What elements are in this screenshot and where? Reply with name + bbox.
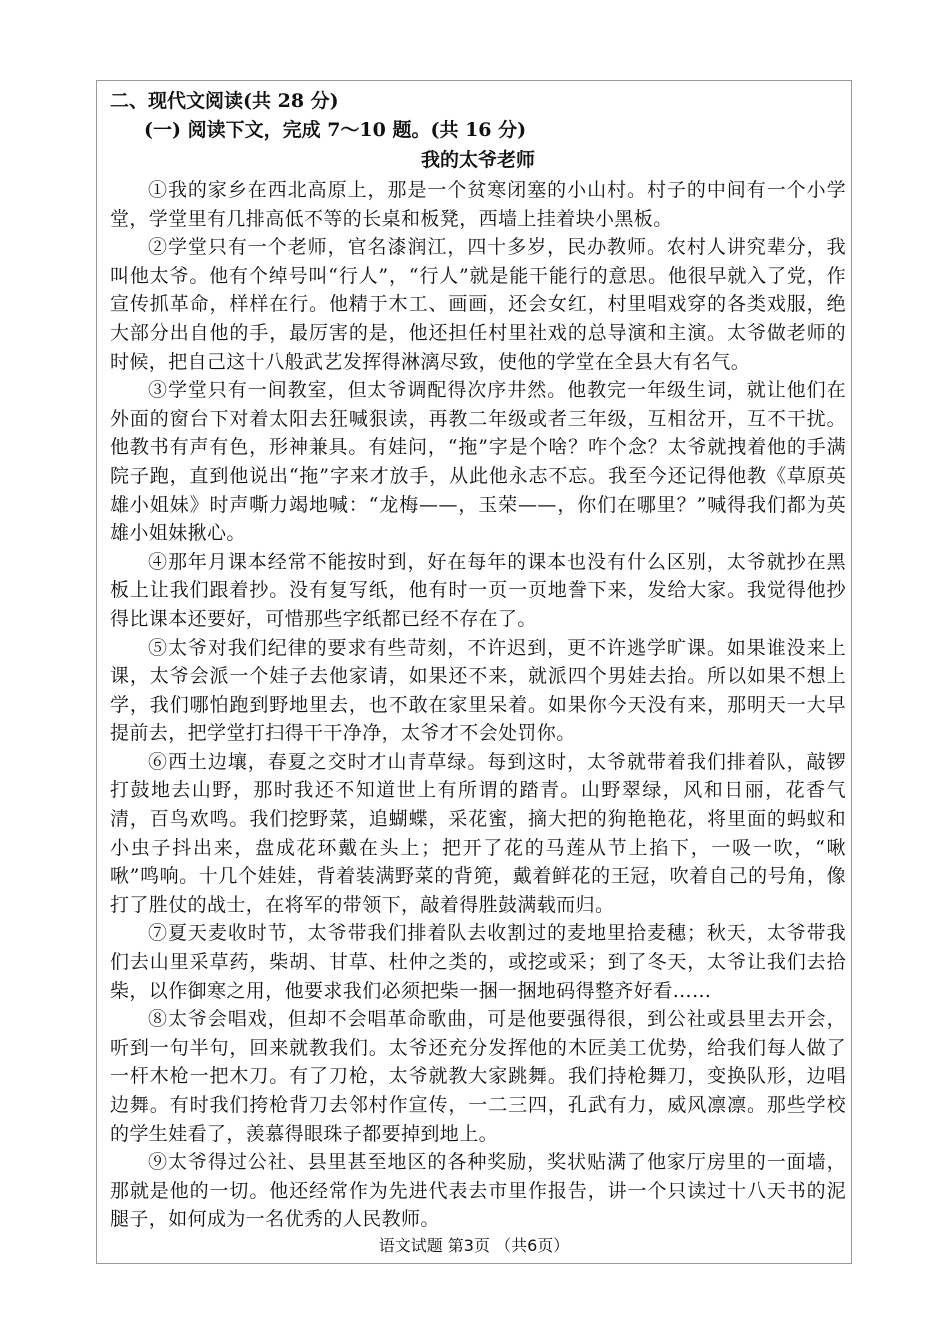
paragraph-2: ②学堂只有一个老师，官名漆润江，四十多岁，民办教师。农村人讲究辈分，我叫他太爷。他有个绰号叫“行人”，“行人”就是能干能行的意思。他很早就入了党，作宣传抓革命，样样在行。他精于木工、画画，还会女红，村里唱戏穿的各类戏服，绝大部分出自他的手，最厉害的是，他还担任村里社戏的总导演和主演。太爷做老师的时候，把自己这十八般武艺发挥得淋漓尽致，使他的学堂在全县大有名气。: [110, 236, 846, 373]
page-footer: 语文试题 第3页 （共6页）: [378, 1236, 570, 1255]
paragraph-8: ⑧太爷会唱戏，但却不会唱革命歌曲，可是他要强得很，到公社或县里去开会，听到一句半句，回来就教我们。太爷还充分发挥他的木匠美工优势，给我们每人做了一杆木枪一把木刀。有了刀枪，太爷就教大家跳舞。我们持枪舞刀，变换队形，边唱边舞。有时我们挎枪背刀去邻村作宣传，一二三四，孔武有力，威风凛凛。那些学校的学生娃看了，羡慕得眼珠子都要掉到地上。: [110, 1008, 846, 1145]
section-heading: 二、现代文阅读(共 28 分): [110, 90, 339, 112]
paragraph-4: ④那年月课本经常不能按时到，好在每年的课本也没有什么区别，太爷就抄在黑板上让我们跟着抄。没有复写纸，他有时一页一页地誊下来，发给大家。我觉得他抄得比课本还要好，可惜那些字纸都已经不存在了。: [110, 550, 846, 630]
article-title: 我的太爷老师: [420, 149, 535, 171]
paragraph-9: ⑨太爷得过公社、县里甚至地区的各种奖励，奖状贴满了他家厅房里的一面墙，那就是他的一切。他还经常作为先进代表去市里作报告，讲一个只读过十八天书的泥腿子，如何成为一名优秀的人民教师。: [110, 1151, 846, 1231]
paragraph-1: ①我的家乡在西北高原上，那是一个贫寒闭塞的小山村。村子的中间有一个小学堂，学堂里有几排高低不等的长桌和板凳，西墙上挂着块小黑板。: [110, 179, 846, 230]
exam-content: [110, 88, 846, 1234]
question-instructions: (一) 阅读下文，完成 7～10 题。(共 16 分): [144, 119, 527, 141]
paragraph-3: ③学堂只有一间教室，但太爷调配得次序井然。他教完一年级生词，就让他们在外面的窗台下对着太阳去狂喊狠读，再教二年级或者三年级，互相岔开，互不干扰。他教书有声有色，形神兼具。有娃问，“拖”字是个啥？咋个念？太爷就拽着他的手满院子跑，直到他说出“拖”字来才放手，从此他永志不忘。我至今还记得他教《草原英雄小姐妹》时声嘶力竭地喊：“龙梅——，玉荣——，你们在哪里？”喊得我们都为英雄小姐妹揪心。: [110, 379, 846, 545]
paragraph-7: ⑦夏天麦收时节，太爷带我们排着队去收割过的麦地里拾麦穗；秋天，太爷带我们去山里采草药，柴胡、甘草、杜仲之类的，或挖或采；到了冬天，太爷让我们去拾柴，以作御寒之用，他要求我们必须把柴一捆一捆地码得整齐好看……: [110, 922, 846, 1002]
article-body: [110, 176, 846, 1234]
paragraph-5: ⑤太爷对我们纪律的要求有些苛刻，不许迟到，更不许逃学旷课。如果谁没来上课，太爷会派一个娃子去他家请，如果还不来，就派四个男娃去抬。所以如果不想上学，我们哪怕跑到野地里去，也不敢在家里呆着。如果你今天没有来，那明天一大早提前去，把学堂打扫得干干净净，太爷才不会处罚你。: [110, 636, 846, 745]
paragraph-6: ⑥西土边壤，春夏之交时才山青草绿。每到这时，太爷就带着我们排着队，敲锣打鼓地去山野，那时我还不知道世上有所谓的踏青。山野翠绿，风和日丽，花香气清，百鸟欢鸣。我们挖野菜，追蝴蝶，采花蜜，摘大把的狗艳艳花，将里面的蚂蚁和小虫子抖出来，盘成花环戴在头上；把开了花的马莲从节上掐下，一吸一吹，“啾啾”鸣响。十几个娃娃，背着装满野菜的背篼，戴着鲜花的王冠，吹着自己的号角，像打了胜仗的战士，在将军的带领下，敲着得胜鼓满载而归。: [110, 750, 846, 916]
